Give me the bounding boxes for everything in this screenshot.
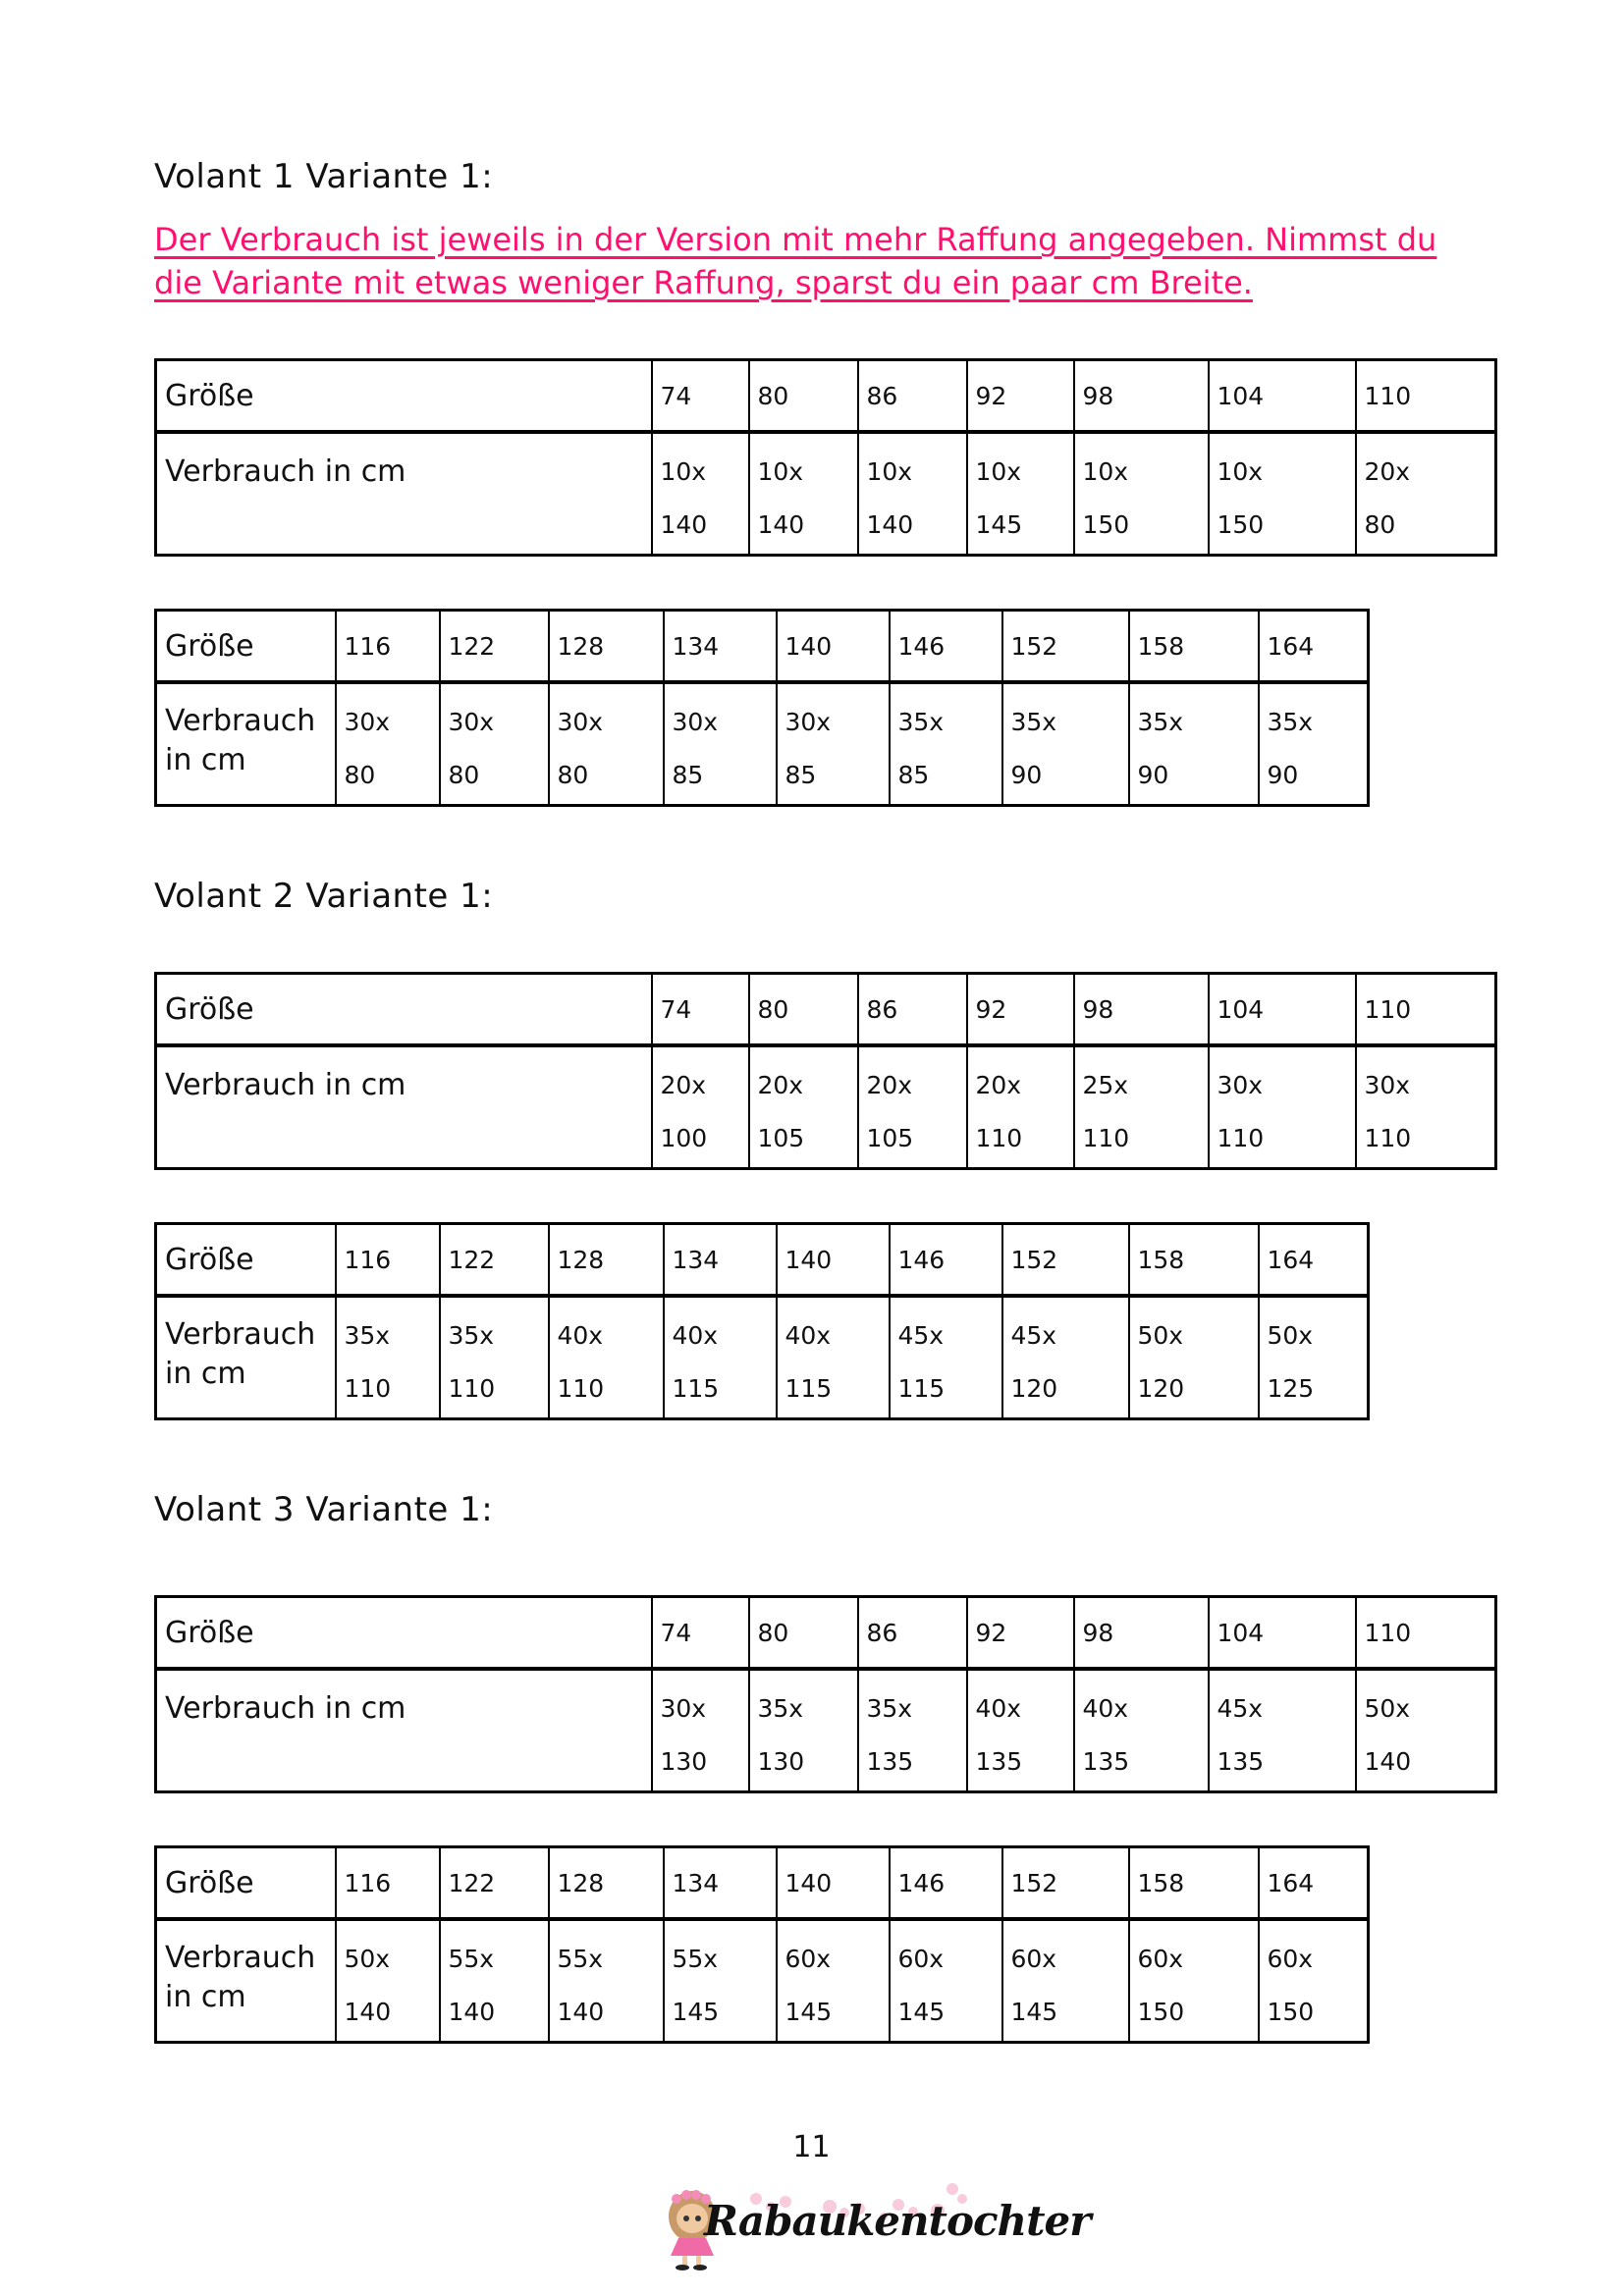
usage-length: 150: [1267, 1998, 1315, 2026]
usage-cell: [858, 432, 967, 556]
usage-row: [156, 1045, 1496, 1169]
brand-logo: [663, 2177, 1091, 2275]
size-cell: 98: [1074, 974, 1209, 1046]
usage-length: 130: [660, 1747, 708, 1776]
size-cell: 116: [336, 611, 440, 683]
size-cell: 86: [858, 974, 967, 1046]
usage-width: 30x: [448, 708, 495, 736]
size-cell: 80: [749, 360, 858, 433]
usage-width: 25x: [1082, 1071, 1129, 1099]
usage-length: 80: [448, 761, 480, 789]
usage-width: 35x: [344, 1321, 391, 1350]
usage-label: [156, 1296, 336, 1419]
usage-length: 145: [897, 1998, 946, 2026]
size-row: [156, 360, 1496, 433]
size-cell: 80: [749, 974, 858, 1046]
usage-length: 150: [1082, 510, 1130, 539]
usage-row: [156, 682, 1369, 806]
usage-width: 10x: [1217, 457, 1264, 486]
size-table-volant-3-large: [154, 1845, 1370, 2044]
usage-cell: [1002, 1296, 1129, 1419]
usage-label: [156, 432, 652, 556]
usage-length: 110: [344, 1374, 392, 1403]
usage-cell: [777, 1296, 890, 1419]
usage-length: 145: [1010, 1998, 1058, 2026]
size-cell: 134: [664, 611, 777, 683]
usage-width: 40x: [557, 1321, 604, 1350]
usage-length: 110: [975, 1124, 1023, 1152]
size-cell: 110: [1356, 1597, 1496, 1670]
size-cell: 122: [440, 1224, 549, 1297]
usage-label-line: Verbrauch in cm: [165, 1068, 406, 1102]
size-cell: 104: [1209, 360, 1356, 433]
usage-width: 10x: [660, 457, 707, 486]
size-cell: 152: [1002, 611, 1129, 683]
size-label: Größe: [156, 360, 652, 433]
usage-cell: [890, 682, 1002, 806]
usage-length: 135: [1217, 1747, 1265, 1776]
usage-cell: [858, 1669, 967, 1792]
usage-width: 10x: [757, 457, 804, 486]
usage-cell: [1129, 1919, 1259, 2043]
usage-width: 30x: [1364, 1071, 1411, 1099]
usage-cell: [664, 682, 777, 806]
usage-length: 145: [975, 510, 1023, 539]
usage-length: 115: [784, 1374, 833, 1403]
usage-width: 30x: [672, 708, 719, 736]
usage-length: 80: [344, 761, 376, 789]
usage-cell: [1002, 682, 1129, 806]
usage-label: [156, 1919, 336, 2043]
size-cell: 92: [967, 974, 1074, 1046]
usage-cell: [1259, 1296, 1369, 1419]
usage-length: 125: [1267, 1374, 1315, 1403]
size-cell: 164: [1259, 611, 1369, 683]
info-note: [154, 218, 1529, 304]
size-cell: 134: [664, 1224, 777, 1297]
usage-length: 150: [1217, 510, 1265, 539]
usage-length: 110: [1217, 1124, 1265, 1152]
usage-width: 55x: [672, 1945, 719, 1973]
size-cell: 110: [1356, 974, 1496, 1046]
usage-length: 140: [757, 510, 805, 539]
usage-cell: [1129, 1296, 1259, 1419]
size-cell: 98: [1074, 360, 1209, 433]
usage-width: 20x: [866, 1071, 913, 1099]
usage-cell: [549, 1296, 664, 1419]
usage-length: 140: [448, 1998, 496, 2026]
usage-width: 55x: [557, 1945, 604, 1973]
usage-width: 50x: [1364, 1694, 1411, 1723]
size-cell: 122: [440, 611, 549, 683]
usage-width: 35x: [1137, 708, 1184, 736]
usage-width: 30x: [784, 708, 832, 736]
usage-label-line: Verbrauch in cm: [165, 1691, 406, 1726]
usage-width: 10x: [975, 457, 1022, 486]
usage-cell: [549, 1919, 664, 2043]
usage-cell: [749, 432, 858, 556]
size-cell: 104: [1209, 974, 1356, 1046]
usage-width: 60x: [1137, 1945, 1184, 1973]
usage-width: 60x: [1010, 1945, 1057, 1973]
usage-width: 10x: [866, 457, 913, 486]
size-cell: 92: [967, 1597, 1074, 1670]
usage-label-line: Verbrauch in cm: [165, 454, 406, 489]
usage-cell: [1259, 682, 1369, 806]
size-cell: 146: [890, 1224, 1002, 1297]
size-cell: 74: [652, 1597, 749, 1670]
usage-length: 140: [557, 1998, 605, 2026]
size-cell: 116: [336, 1847, 440, 1920]
size-table-volant-1-small: [154, 358, 1497, 557]
usage-cell: [652, 1045, 749, 1169]
size-cell: 128: [549, 1847, 664, 1920]
size-cell: 140: [777, 611, 890, 683]
usage-cell: [440, 1296, 549, 1419]
usage-width: 10x: [1082, 457, 1129, 486]
size-cell: 98: [1074, 1597, 1209, 1670]
usage-width: 55x: [448, 1945, 495, 1973]
usage-width: 40x: [672, 1321, 719, 1350]
usage-cell: [1356, 1669, 1496, 1792]
usage-cell: [777, 1919, 890, 2043]
info-note-line: die Variante mit etwas weniger Raffung, sparst du ein paar cm Breite.: [154, 264, 1253, 301]
usage-label-line: in cm: [165, 743, 246, 777]
usage-cell: [890, 1919, 1002, 2043]
page-number: 11: [792, 2130, 831, 2164]
usage-cell: [1129, 682, 1259, 806]
usage-length: 105: [866, 1124, 914, 1152]
usage-width: 35x: [897, 708, 945, 736]
usage-length: 150: [1137, 1998, 1185, 2026]
usage-label: [156, 1045, 652, 1169]
usage-cell: [440, 682, 549, 806]
usage-width: 35x: [1267, 708, 1314, 736]
size-cell: 146: [890, 611, 1002, 683]
size-table-volant-2-large: [154, 1222, 1370, 1420]
size-cell: 86: [858, 360, 967, 433]
size-table-volant-3-small: [154, 1595, 1497, 1793]
usage-cell: [967, 432, 1074, 556]
usage-width: 40x: [975, 1694, 1022, 1723]
usage-length: 135: [866, 1747, 914, 1776]
size-cell: 74: [652, 360, 749, 433]
usage-length: 135: [975, 1747, 1023, 1776]
size-row: [156, 611, 1369, 683]
usage-cell: [1209, 1669, 1356, 1792]
usage-length: 105: [757, 1124, 805, 1152]
usage-length: 145: [672, 1998, 720, 2026]
size-label: Größe: [156, 1224, 336, 1297]
usage-width: 50x: [344, 1945, 391, 1973]
usage-cell: [336, 682, 440, 806]
usage-length: 140: [660, 510, 708, 539]
size-table-volant-1-large: [154, 609, 1370, 807]
usage-cell: [549, 682, 664, 806]
usage-width: 40x: [784, 1321, 832, 1350]
size-cell: 110: [1356, 360, 1496, 433]
usage-length: 85: [784, 761, 817, 789]
section-title-volant-2: Volant 2 Variante 1:: [154, 877, 494, 916]
usage-length: 135: [1082, 1747, 1130, 1776]
size-row: [156, 1847, 1369, 1920]
usage-length: 145: [784, 1998, 833, 2026]
usage-width: 20x: [1364, 457, 1411, 486]
usage-length: 110: [1082, 1124, 1130, 1152]
usage-width: 45x: [897, 1321, 945, 1350]
usage-width: 50x: [1137, 1321, 1184, 1350]
usage-width: 50x: [1267, 1321, 1314, 1350]
usage-label: [156, 1669, 652, 1792]
size-cell: 140: [777, 1847, 890, 1920]
usage-length: 140: [1364, 1747, 1412, 1776]
usage-width: 35x: [1010, 708, 1057, 736]
usage-cell: [1356, 432, 1496, 556]
usage-length: 90: [1010, 761, 1043, 789]
usage-label-line: Verbrauch: [165, 704, 316, 738]
size-cell: 128: [549, 1224, 664, 1297]
usage-cell: [1074, 1669, 1209, 1792]
usage-cell: [1356, 1045, 1496, 1169]
usage-length: 80: [557, 761, 589, 789]
usage-length: 90: [1267, 761, 1299, 789]
usage-cell: [967, 1045, 1074, 1169]
usage-cell: [1002, 1919, 1129, 2043]
usage-width: 30x: [1217, 1071, 1264, 1099]
size-cell: 116: [336, 1224, 440, 1297]
usage-cell: [652, 432, 749, 556]
usage-length: 115: [897, 1374, 946, 1403]
usage-label: [156, 682, 336, 806]
usage-width: 30x: [557, 708, 604, 736]
usage-length: 100: [660, 1124, 708, 1152]
section-title-volant-1: Volant 1 Variante 1:: [154, 157, 494, 196]
size-cell: 164: [1259, 1224, 1369, 1297]
usage-row: [156, 1669, 1496, 1792]
usage-label-line: in cm: [165, 1357, 246, 1391]
size-cell: 152: [1002, 1224, 1129, 1297]
usage-row: [156, 1919, 1369, 2043]
usage-cell: [336, 1296, 440, 1419]
usage-length: 85: [672, 761, 704, 789]
size-cell: 122: [440, 1847, 549, 1920]
usage-length: 120: [1137, 1374, 1185, 1403]
usage-length: 110: [448, 1374, 496, 1403]
usage-cell: [777, 682, 890, 806]
usage-cell: [336, 1919, 440, 2043]
usage-cell: [1074, 432, 1209, 556]
size-row: [156, 1224, 1369, 1297]
usage-cell: [1209, 1045, 1356, 1169]
size-cell: 92: [967, 360, 1074, 433]
usage-cell: [1074, 1045, 1209, 1169]
usage-cell: [652, 1669, 749, 1792]
usage-width: 45x: [1217, 1694, 1264, 1723]
usage-length: 85: [897, 761, 930, 789]
size-table-volant-2-small: [154, 972, 1497, 1170]
usage-width: 45x: [1010, 1321, 1057, 1350]
size-cell: 164: [1259, 1847, 1369, 1920]
usage-row: [156, 1296, 1369, 1419]
usage-length: 115: [672, 1374, 720, 1403]
usage-cell: [1259, 1919, 1369, 2043]
usage-width: 40x: [1082, 1694, 1129, 1723]
size-cell: 134: [664, 1847, 777, 1920]
usage-cell: [664, 1919, 777, 2043]
section-title-volant-3: Volant 3 Variante 1:: [154, 1490, 494, 1529]
usage-length: 80: [1364, 510, 1396, 539]
size-cell: 74: [652, 974, 749, 1046]
size-label: Größe: [156, 974, 652, 1046]
size-cell: 128: [549, 611, 664, 683]
usage-width: 35x: [757, 1694, 804, 1723]
size-cell: 158: [1129, 1224, 1259, 1297]
size-cell: 140: [777, 1224, 890, 1297]
usage-width: 60x: [784, 1945, 832, 1973]
usage-width: 30x: [660, 1694, 707, 1723]
usage-width: 35x: [866, 1694, 913, 1723]
size-row: [156, 1597, 1496, 1670]
usage-length: 120: [1010, 1374, 1058, 1403]
size-cell: 152: [1002, 1847, 1129, 1920]
usage-width: 60x: [1267, 1945, 1314, 1973]
size-cell: 80: [749, 1597, 858, 1670]
size-label: Größe: [156, 611, 336, 683]
usage-length: 110: [1364, 1124, 1412, 1152]
usage-cell: [858, 1045, 967, 1169]
size-label: Größe: [156, 1847, 336, 1920]
usage-cell: [664, 1296, 777, 1419]
size-cell: 104: [1209, 1597, 1356, 1670]
usage-width: 20x: [660, 1071, 707, 1099]
usage-length: 110: [557, 1374, 605, 1403]
usage-label-line: Verbrauch: [165, 1317, 316, 1352]
usage-cell: [967, 1669, 1074, 1792]
usage-cell: [749, 1045, 858, 1169]
size-cell: 86: [858, 1597, 967, 1670]
usage-row: [156, 432, 1496, 556]
size-row: [156, 974, 1496, 1046]
usage-length: 130: [757, 1747, 805, 1776]
usage-length: 90: [1137, 761, 1169, 789]
usage-cell: [440, 1919, 549, 2043]
logo-wordmark: Rabaukentochter: [704, 2197, 1091, 2245]
usage-length: 140: [866, 510, 914, 539]
usage-label-line: in cm: [165, 1980, 246, 2014]
usage-width: 35x: [448, 1321, 495, 1350]
size-cell: 146: [890, 1847, 1002, 1920]
usage-cell: [749, 1669, 858, 1792]
size-cell: 158: [1129, 1847, 1259, 1920]
usage-length: 140: [344, 1998, 392, 2026]
usage-cell: [1209, 432, 1356, 556]
usage-width: 30x: [344, 708, 391, 736]
usage-width: 20x: [975, 1071, 1022, 1099]
usage-label-line: Verbrauch: [165, 1941, 316, 1975]
usage-width: 60x: [897, 1945, 945, 1973]
size-label: Größe: [156, 1597, 652, 1670]
usage-width: 20x: [757, 1071, 804, 1099]
size-cell: 158: [1129, 611, 1259, 683]
usage-cell: [890, 1296, 1002, 1419]
info-note-line: Der Verbrauch ist jeweils in der Version mit mehr Raffung angegeben. Nimmst du: [154, 221, 1437, 258]
